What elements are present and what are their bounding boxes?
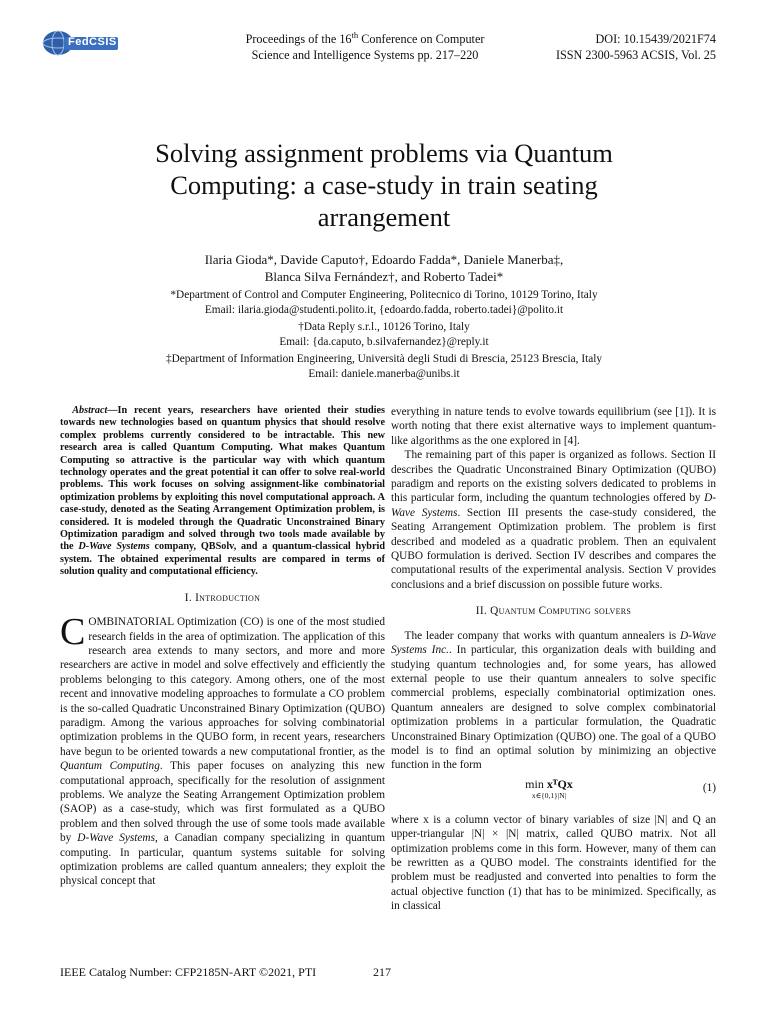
section-heading-quantum-solvers: II. Quantum Computing solvers xyxy=(475,605,632,618)
equation-subscript: x∈{0,1}|N| xyxy=(531,791,567,801)
affiliation-3-email: Email: daniele.manerba@unibs.it xyxy=(308,368,460,380)
paper-title-line1: Solving assignment problems via Quantum xyxy=(155,138,613,168)
paper-title-line3: arrangement xyxy=(317,202,451,232)
equation-number: (1) xyxy=(702,781,716,794)
intro-continuation: everything in nature tends to evolve towards equilibrium (see [1]). It is worth noting that there exist alternative ways to implement quantum-like algorithms as the one explored in [4]. xyxy=(391,406,716,447)
page-number: 217 xyxy=(373,965,391,979)
section-heading-introduction: I. Introduction xyxy=(184,591,261,604)
paper-outline-paragraph: The remaining part of this paper is organized as follows. Section II describes the Quadratic Unconstrained Binary Optimization (QUBO) paradigm and reports on the existing solvers dedicated to problems in this particular form, including the quantum technologies offered by D-Wave Systems. Section III presents the case-study considered, the Seating Arrangement Optimization problem. The problem is first described and modeled as a quadratic problem. Then an equivalent QUBO formulation is derived. Section IV describes and compares the computational results of the experimental analysis. Section V provides conclusions and a brief discussion on possible future works. xyxy=(391,449,717,591)
equation-1 xyxy=(391,777,716,809)
affiliation-3-dept: ‡Department of Information Engineering, Università degli Studi di Brescia, 25123 Brescia, Italy xyxy=(165,353,603,365)
author-list xyxy=(60,251,708,285)
paper-title-line2: Computing: a case-study in train seating xyxy=(170,170,598,200)
affiliation-2 xyxy=(60,320,708,350)
equation-body xyxy=(499,777,599,800)
affiliation-1 xyxy=(60,288,708,318)
quantum-solvers-paragraph: The leader company that works with quantum annealers is D-Wave Systems Inc.. In particular, this organization deals with building and studying quantum technologies and, for some years, has allowed external people to use their quantum annealers to solve specific commercial problems, especially combinatorial optimization ones. Quantum annealers are designed to solve complex combinatorial optimization problems in a particular formulation, the Quadratic Unconstrained Binary Optimization (QUBO) one. The goal of a QUBO model is to find an optimal solution by minimizing an objective function in the form xyxy=(391,629,716,772)
drop-cap: C xyxy=(60,611,86,654)
paper-title xyxy=(60,137,708,233)
header-proceedings xyxy=(210,31,520,63)
header-proceedings-line2: Science and Intelligence Systems pp. 217–220 xyxy=(251,48,479,62)
header-proceedings-line1: Proceedings of the 16th Conference on Computer xyxy=(245,29,485,46)
affiliation-1-dept: *Department of Control and Computer Engineering, Politecnico di Torino, 10129 Torino, Italy xyxy=(170,289,598,301)
conference-logo xyxy=(40,28,120,58)
affiliation-2-dept: †Data Reply s.r.l., 10126 Torino, Italy xyxy=(298,321,470,333)
equation-expression: xᵀQx xyxy=(546,776,573,791)
qubo-definition-paragraph: where x is a column vector of binary variables of size |N| and Q an upper-triangular |N| × |N| matrix, called QUBO matrix. Not all optimization problems come in this form. However, many of them can be rewritten as a QUBO model. The constraints identified for the problem must be readjusted and converted into penalties to form the actual objective function (1) that has to be minimized. Specifically, as in classical xyxy=(391,813,716,913)
equation-min: min xyxy=(525,776,544,791)
left-column xyxy=(60,405,385,889)
introduction-paragraph: COMBINATORIAL Optimization (CO) is one of the most studied research fields in the area of optimization. The application of this research area extends to many sectors, and more and more researchers are active in model and solve effectively and efficiently the problems belonging to this category. Among others, one of the most recent and innovative modeling approaches to formulate a CO problem is the so-called Quadratic Unconstrained Binary Optimization (QUBO) paradigm. Among the various approaches for solving combinatorial optimization problems in the QUBO form, in recent years, researchers have begun to be oriented towards a new computational frontier, as the Quantum Computing. This paper focuses on analyzing this new computational approach, specifically for the resolution of assignment problems. We analyze the Seating Arrangement Optimization problem (SAOP) as a case-study, which was first formulated as a QUBO problem and then solved through the use of some tools made available by D-Wave Systems, a Canadian company specializing in quantum computing. In particular, quantum systems suitable for solving optimization problems are called quantum annealers; they exploit the physical concept that xyxy=(60,611,386,888)
header-issn-line: ISSN 2300-5963 ACSIS, Vol. 25 xyxy=(555,48,716,62)
header-doi xyxy=(524,31,716,63)
affiliation-3 xyxy=(60,352,708,382)
author-list-line2: Blanca Silva Fernández†, and Roberto Tadei* xyxy=(264,269,504,284)
abstract: Abstract—In recent years, researchers have oriented their studies towards new technologies based on quantum physics that should resolve complex problems currently considered to be intractable. This new research area is called Quantum Computing. What makes Quantum Computing so attractive is the particular way with which quantum technology operates and the great potential it can offer to solve real-world problems. This work focuses on solving assignment-like combinatorial optimization problems by exploiting this novel computational approach. A case-study, denoted as the Seating Arrangement Optimization problem, is considered. It is modeled through the Quadratic Unconstrained Binary Optimization paradigm and solved through two tools made available by the D-Wave Systems company, QBSolv, and a quantum-classical hybrid system. The obtained experimental results are compared in terms of solution quality and computational efficiency. xyxy=(60,405,385,578)
header-doi-line: DOI: 10.15439/2021F74 xyxy=(595,32,716,46)
right-column xyxy=(391,405,716,914)
footer-catalog: IEEE Catalog Number: CFP2185N-ART ©2021, PTI xyxy=(60,965,317,979)
logo-text: FedCSIS xyxy=(68,36,117,48)
affiliation-2-email: Email: {da.caputo, b.silvafernandez}@reply.it xyxy=(279,336,489,348)
author-list-line1: Ilaria Gioda*, Davide Caputo†, Edoardo Fadda*, Daniele Manerba‡, xyxy=(204,252,564,267)
affiliation-1-email: Email: ilaria.gioda@studenti.polito.it, {edoardo.fadda, roberto.tadei}@polito.it xyxy=(204,304,564,316)
